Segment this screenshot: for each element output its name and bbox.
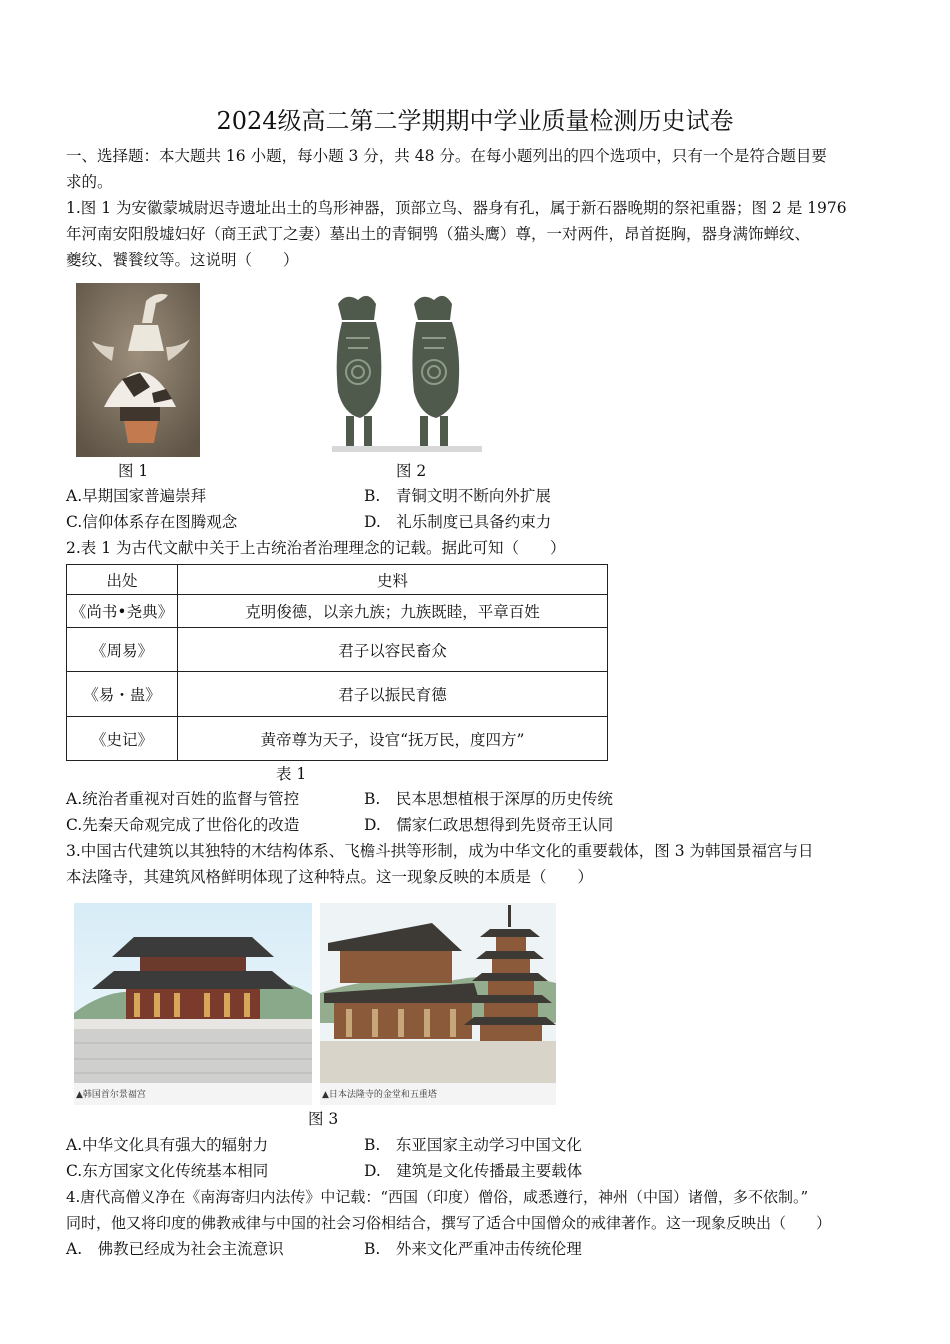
q4-option-a[interactable]: A. 佛教已经成为社会主流意识: [66, 1240, 284, 1258]
q1-stem-line-3: 夔纹、饕餮纹等。这说明（ ）: [66, 251, 299, 269]
q2-option-a[interactable]: A.统治者重视对百姓的监督与管控: [66, 790, 300, 808]
fig1-caption: 图 1: [118, 462, 149, 480]
q1-stem-line-2: 年河南安阳殷墟妇好（商王武丁之妻）墓出土的青铜鸮（猫头鹰）尊，一对两件，昂首挺胸，器身满饰蝉纹、: [66, 225, 811, 243]
q3-stem-line-1: 3.中国古代建筑以其独特的木结构体系、飞檐斗拱等形制，成为中华文化的重要载体，图 3 为韩国景福宫与日: [66, 842, 814, 860]
fig2-caption: 图 2: [396, 462, 427, 480]
fig3-gyeongbokgung-photo: [74, 903, 312, 1105]
section-instructions-line-1: 一、选择题：本大题共 16 小题，每小题 3 分，共 48 分。在每小题列出的四个选项中，只有一个是符合题目要: [66, 147, 827, 165]
table-cell-source: 《易・蛊》: [67, 672, 178, 717]
q3-option-a[interactable]: A.中华文化具有强大的辐射力: [66, 1136, 269, 1154]
table-cell-material: 黄帝尊为天子，设官“抚万民，度四方”: [178, 717, 608, 761]
table-cell-material: 君子以振民育德: [178, 672, 608, 717]
table-row: [67, 717, 608, 761]
fig3-caption: 图 3: [308, 1110, 339, 1128]
fig3-photo1-label: ▲韩国首尔景福宫: [76, 1090, 146, 1100]
page-title: 2024级高二第二学期期中学业质量检测历史试卷: [216, 107, 734, 135]
table-row: [67, 595, 608, 628]
q3-option-c[interactable]: C.东方国家文化传统基本相同: [66, 1162, 269, 1180]
table-row: [67, 672, 608, 717]
q1-stem-line-1: 1.图 1 为安徽蒙城尉迟寺遗址出土的鸟形神器，顶部立鸟、器身有孔，属于新石器晚期的祭祀重器；图 2 是 1976: [66, 199, 847, 217]
q2-option-b[interactable]: B. 民本思想植根于深厚的历史传统: [364, 790, 613, 808]
q3-stem-line-2: 本法隆寺，其建筑风格鲜明体现了这种特点。这一现象反映的本质是（ ）: [66, 868, 594, 886]
fig1-bird-shaped-vessel-image: [76, 283, 200, 457]
table-1: [66, 564, 608, 761]
table-cell-material: 君子以容民畜众: [178, 628, 608, 672]
table-cell-source: 《史记》: [67, 717, 178, 761]
fig3-horyuji-photo: [320, 903, 556, 1105]
table-1-caption: 表 1: [276, 765, 307, 783]
table-header-source: 出处: [67, 565, 178, 595]
q2-option-c[interactable]: C.先秦天命观完成了世俗化的改造: [66, 816, 300, 834]
fig3-photo2-label: ▲日本法隆寺的金堂和五重塔: [322, 1090, 437, 1100]
q2-option-d[interactable]: D. 儒家仁政思想得到先贤帝王认同: [364, 816, 614, 834]
table-row: [67, 628, 608, 672]
q3-option-b[interactable]: B. 东亚国家主动学习中国文化: [364, 1136, 582, 1154]
q1-option-d[interactable]: D. 礼乐制度已具备约束力: [364, 513, 552, 531]
q2-stem: 2.表 1 为古代文献中关于上古统治者治理理念的记载。据此可知（ ）: [66, 539, 566, 557]
table-header-material: 史料: [178, 565, 608, 595]
table-cell-material: 克明俊德，以亲九族；九族既睦，平章百姓: [178, 595, 608, 628]
table-header-row: [67, 565, 608, 595]
table-cell-source: 《周易》: [67, 628, 178, 672]
q4-stem-line-1: 4.唐代高僧义净在《南海寄归内法传》中记载：“西国（印度）僧俗，咸悉遵行，神州（中国）诸僧，多不依制。”: [66, 1188, 809, 1206]
q1-option-b[interactable]: B. 青铜文明不断向外扩展: [364, 487, 551, 505]
q4-option-b[interactable]: B. 外来文化严重冲击传统伦理: [364, 1240, 582, 1258]
fig2-bronze-owl-zun-image: [328, 288, 484, 456]
table-cell-source: 《尚书•尧典》: [67, 595, 178, 628]
q1-option-c[interactable]: C.信仰体系存在图腾观念: [66, 513, 238, 531]
q3-option-d[interactable]: D. 建筑是文化传播最主要载体: [364, 1162, 583, 1180]
q1-option-a[interactable]: A.早期国家普遍崇拜: [66, 487, 207, 505]
q4-stem-line-2: 同时，他又将印度的佛教戒律与中国的社会习俗相结合，撰写了适合中国僧众的戒律著作。这一现象反映出（ ）: [66, 1214, 832, 1232]
section-instructions-line-2: 求的。: [66, 173, 113, 191]
